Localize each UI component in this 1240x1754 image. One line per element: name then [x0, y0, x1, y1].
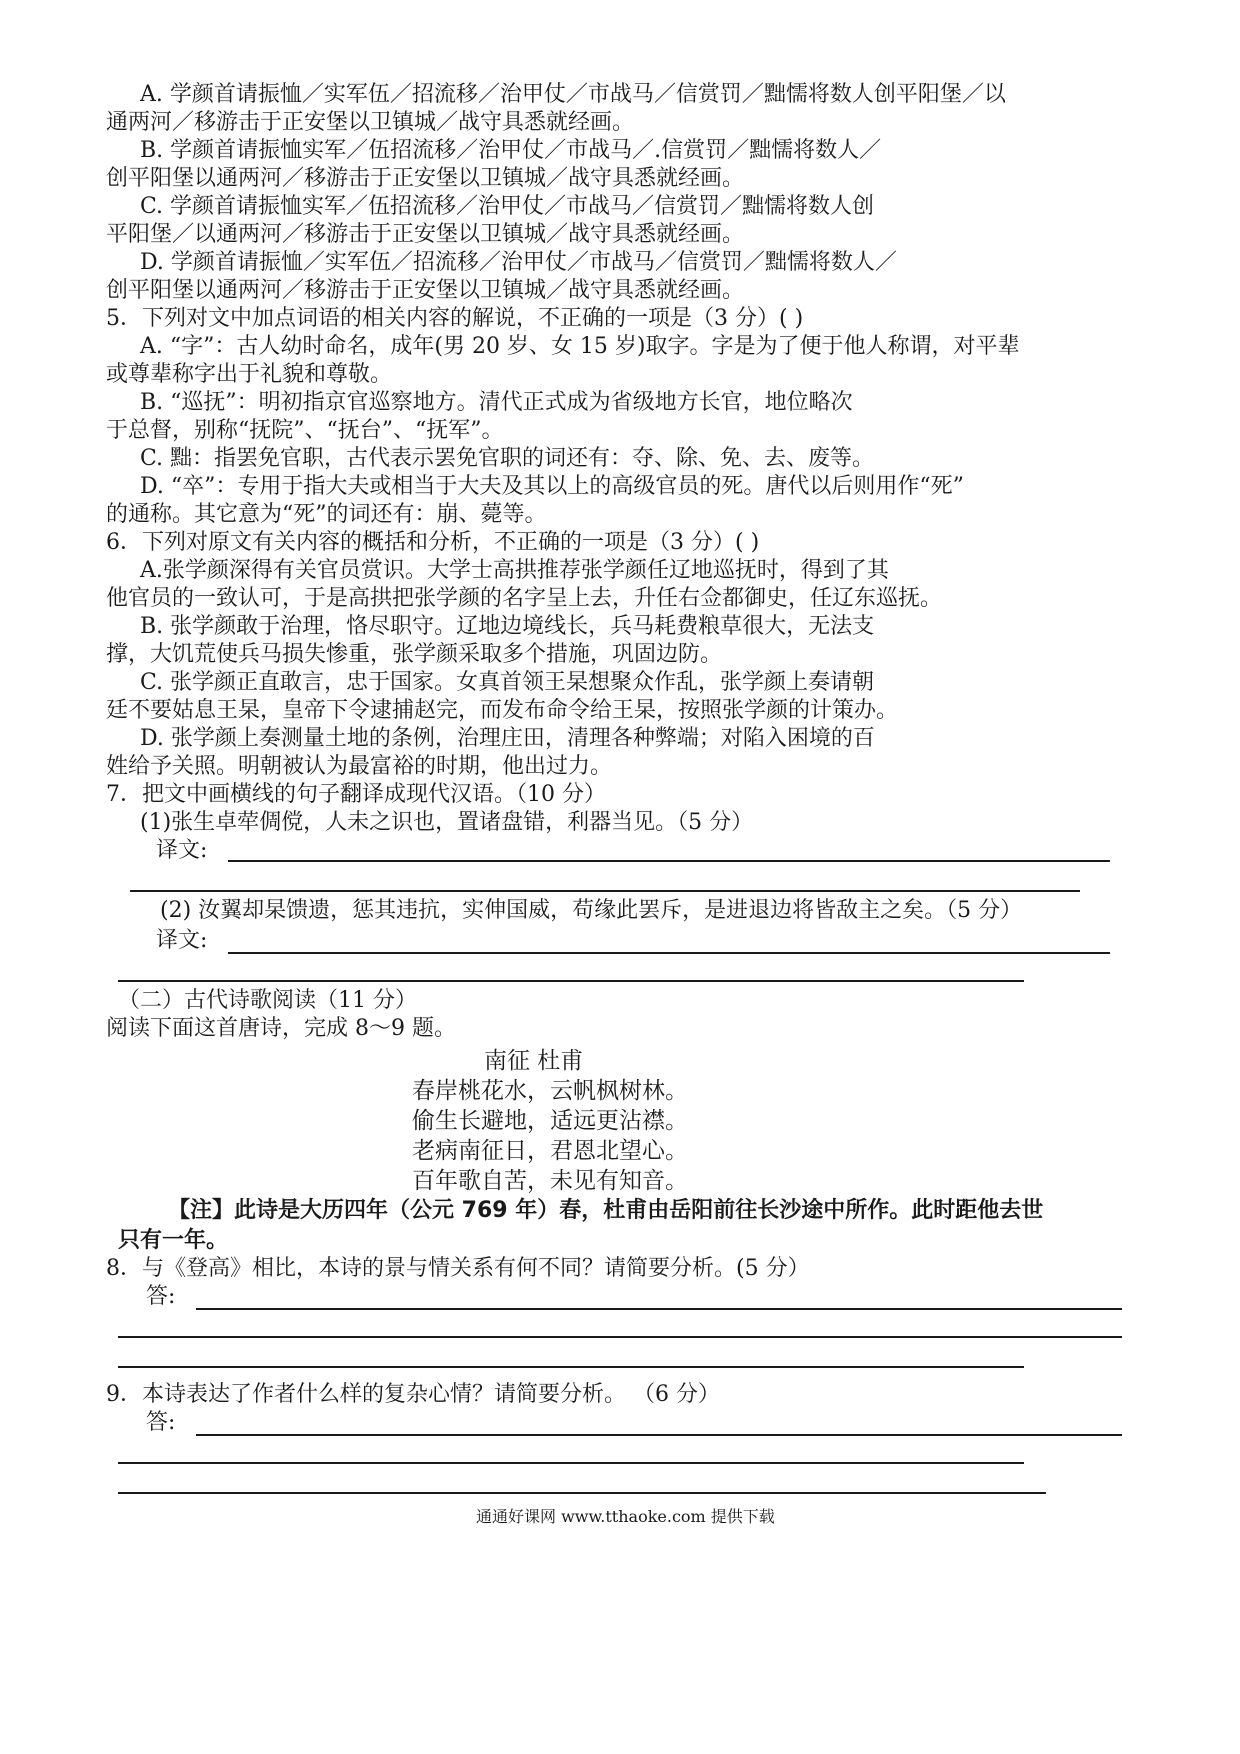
q5-option-c: C. 黜：指罢免官职，古代表示罢免官职的词还有：夺、除、免、去、废等。 — [140, 446, 875, 471]
poem-line-1: 春岸桃花水，云帆枫树林。 — [412, 1078, 688, 1104]
q7-answer1-line1[interactable] — [228, 860, 1110, 862]
q6-option-a-line1: A.张学颜深得有关官员赏识。大学士高拱推荐张学颜任辽地巡抚时，得到了其 — [140, 558, 889, 583]
q4-option-b-line2: 创平阳堡以通两河／移游击于正安堡以卫镇城／战守具悉就经画。 — [106, 166, 745, 191]
poem-line-4: 百年歌自苦，未见有知音。 — [412, 1168, 688, 1194]
q4-option-a-line1: A. 学颜首请振恤／实军伍／招流移／治甲仗／市战马／信赏罚／黜懦将数人创平阳堡／以 — [140, 82, 1006, 107]
q6-option-d-line2: 姓给予关照。明朝被认为最富裕的时期，他出过力。 — [106, 754, 613, 779]
q7-sentence2: (2) 汝翼却杲馈遗，惩其违抗，实伸国威，苟缘此罢斥，是进退边将皆敌主之矣。（5 分） — [160, 898, 1023, 923]
q5-option-b-line2: 于总督，别称“抚院”、“抚台”、“抚军”。 — [106, 418, 504, 443]
q4-option-c-line1: C. 学颜首请振恤实军／伍招流移／治甲仗／市战马／信赏罚／黜懦将数人创 — [140, 194, 875, 219]
q6-option-c-line1: C. 张学颜正直敢言，忠于国家。女真首领王杲想聚众作乱，张学颜上奏请朝 — [140, 670, 875, 695]
q7-answer2-label: 译文: — [156, 928, 208, 953]
q5-option-a-line2: 或尊辈称字出于礼貌和尊敬。 — [106, 362, 393, 387]
q7-stem: 7．把文中画横线的句子翻译成现代汉语。（10 分） — [106, 782, 606, 807]
q8-answer-label: 答: — [146, 1284, 176, 1309]
q7-sentence1: (1)张生卓荦倜傥，人未之识也，置诸盘错，利器当见。（5 分） — [140, 810, 754, 835]
poem-line-3: 老病南征日，君恩北望心。 — [412, 1138, 688, 1164]
section2-title: （二）古代诗歌阅读（11 分） — [118, 988, 417, 1013]
q6-option-b-line2: 撑，大饥荒使兵马损失惨重，张学颜采取多个措施，巩固边防。 — [106, 642, 723, 667]
q6-option-a-line2: 他官员的一致认可，于是高拱把张学颜的名字呈上去，升任右佥都御史，任辽东巡抚。 — [106, 586, 943, 611]
poem-title: 南征 杜甫 — [484, 1048, 584, 1074]
q5-option-d-line1: D. “卒”：专用于指大夫或相当于大夫及其以上的高级官员的死。唐代以后则用作“死” — [140, 474, 964, 499]
q9-answer-line3[interactable] — [118, 1492, 1046, 1494]
section2-instruction: 阅读下面这首唐诗，完成 8～9 题。 — [106, 1016, 456, 1041]
q5-option-a-line1: A. “字”：古人幼时命名，成年(男 20 岁、女 15 岁)取字。字是为了便于他人称谓，对平辈 — [140, 334, 1020, 359]
q5-stem: 5．下列对文中加点词语的相关内容的解说，不正确的一项是（3 分）( ) — [106, 306, 804, 331]
q6-stem: 6．下列对原文有关内容的概括和分析，不正确的一项是（3 分）( ) — [106, 530, 760, 555]
poem-note-line1: 【注】此诗是大历四年（公元 769 年）春，杜甫由岳阳前往长沙途中所作。此时距他去世 — [168, 1198, 1044, 1223]
q8-answer-line2[interactable] — [118, 1336, 1122, 1338]
q9-answer-label: 答: — [146, 1410, 176, 1435]
q7-answer1-line2[interactable] — [130, 890, 1080, 892]
poem-line-2: 偷生长避地，适远更沾襟。 — [412, 1108, 688, 1134]
q6-option-c-line2: 廷不要姑息王杲，皇帝下令逮捕赵完，而发布命令给王杲，按照张学颜的计策办。 — [106, 698, 899, 723]
q5-option-b-line1: B. “巡抚”：明初指京官巡察地方。清代正式成为省级地方长官，地位略次 — [140, 390, 853, 415]
q8-answer-line1[interactable] — [196, 1308, 1122, 1310]
q6-option-b-line1: B. 张学颜敢于治理，恪尽职守。辽地边境线长，兵马耗费粮草很大，无法支 — [140, 614, 875, 639]
q7-answer2-line1[interactable] — [228, 952, 1110, 954]
poem-note-line2: 只有一年。 — [118, 1228, 229, 1253]
footer-text: 通通好课网 www.tthaoke.com 提供下载 — [476, 1507, 775, 1526]
q4-option-d-line1: D. 学颜首请振恤／实军伍／招流移／治甲仗／市战马／信赏罚／黜懦将数人／ — [140, 250, 897, 275]
q4-option-a-line2: 通两河／移游击于正安堡以卫镇城／战守具悉就经画。 — [106, 110, 635, 135]
q6-option-d-line1: D. 张学颜上奏测量土地的条例，治理庄田，清理各种弊端；对陷入困境的百 — [140, 726, 875, 751]
q9-answer-line2[interactable] — [118, 1462, 1024, 1464]
q9-answer-line1[interactable] — [196, 1434, 1122, 1436]
q9-stem: 9．本诗表达了作者什么样的复杂心情？请简要分析。 （6 分） — [106, 1382, 720, 1407]
q7-answer1-label: 译文: — [156, 838, 208, 863]
q5-option-d-line2: 的通称。其它意为“死”的词还有：崩、薨等。 — [106, 502, 547, 527]
q8-answer-line3[interactable] — [118, 1366, 1024, 1368]
q8-stem: 8．与《登高》相比，本诗的景与情关系有何不同？请简要分析。(5 分） — [106, 1256, 810, 1281]
q4-option-b-line1: B. 学颜首请振恤实军／伍招流移／治甲仗／市战马／.信赏罚／黜懦将数人／ — [140, 138, 882, 163]
q4-option-d-line2: 创平阳堡以通两河／移游击于正安堡以卫镇城／战守具悉就经画。 — [106, 278, 745, 303]
q7-answer2-line2[interactable] — [118, 980, 1024, 982]
q4-option-c-line2: 平阳堡／以通两河／移游击于正安堡以卫镇城／战守具悉就经画。 — [106, 222, 745, 247]
